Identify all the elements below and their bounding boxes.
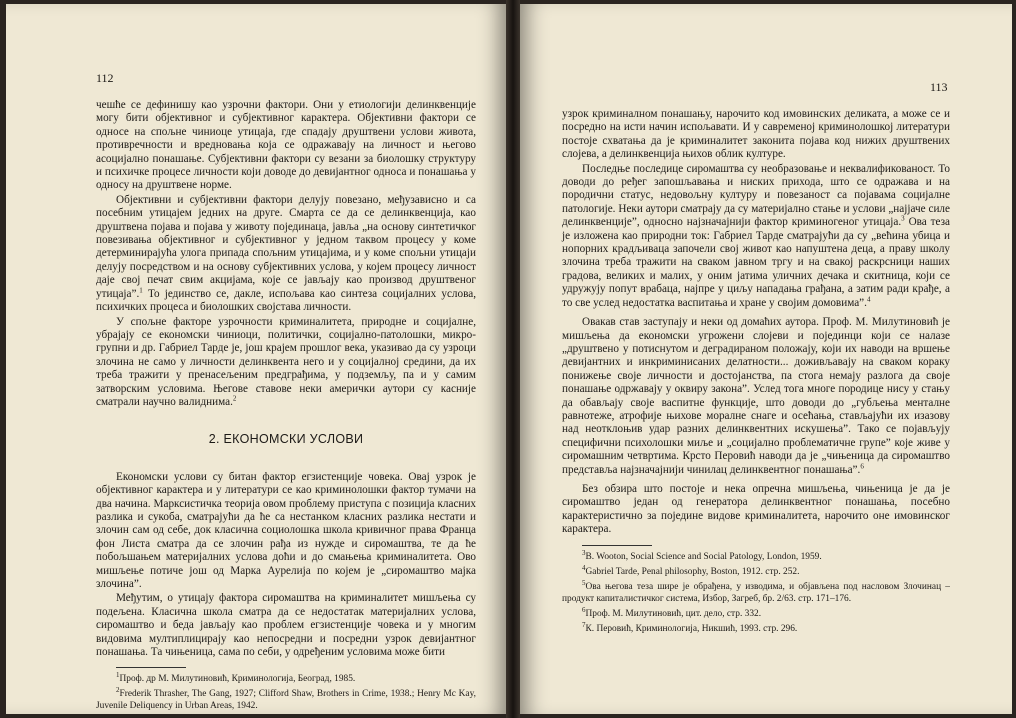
footnote: $^2$Frederik Thrasher, The Gang, 1927; Clifford Shaw, Brothers in Crime, 1938.; Henry Mc Kay, Juvenile Deliquency in Urban Areas, 1942. bbox=[96, 686, 476, 712]
paragraph: Без обзира што постоје и нека опречна мишљења, чињеница је да је сиромаштво један од генератора делинквентног понашања, посебно карактеристично за поједине видове криминалитета, нарочито оне имовинског карактера. bbox=[562, 482, 950, 536]
page-number: 113 bbox=[930, 80, 948, 94]
book-gutter bbox=[506, 0, 520, 718]
footnote-rule bbox=[582, 545, 652, 546]
footnotes bbox=[562, 548, 950, 635]
footnote-rule bbox=[116, 667, 186, 668]
paragraph: У спољне факторе узрочности криминалитета, природне и социјалне, убрајају се економски чиниоци, политички, социјално-патолошки, микро-групни и др. Габриел Тарде је, још крајем прошлог века, указивао да су узроци злочина не само у личности делинквента него и у социјалној средини, да их треба тражити у пренасељеним предграђима, у подземљу, па и у самим затворским условима. Његове ставове неки амерички аутори су касније сматрали научно валиднима.$^2$ bbox=[96, 315, 476, 408]
paragraph: узрок криминалном понашању, нарочито код имовинских деликата, а може се и посредно на исти начин испољавати. И у савременој криминолошкој литератури постоје схватања да је криминалитет законита појава код нижих друштвених слојева, а делинквенција њихов облик културе. bbox=[562, 108, 950, 161]
section-heading: 2. ЕКОНОМСКИ УСЛОВИ bbox=[208, 432, 364, 447]
paragraph: Објективни и субјективни фактори делују повезано, међузависно и са посебним утицајем једних на друге. Смарта се да се делинквенција, као друштвена појава и појава у животу појединаца, јавља „на основу синтетичког повезивања објективног и субјективног у једном таквом процесу у коме детерминирајућа улога припада спољним утицајима, и у коме спољни утицаји делују посредством и на основу субјективних услова, у којем процесу личност даје свој печат свим акцијама, које се јављају као производ друштвеног утицаја”.$^1$ То јединство се, дакле, испољава као синтеза социјалних услова, психичких процеса и биолошких својстава личности. bbox=[96, 193, 476, 314]
footnotes bbox=[96, 673, 476, 712]
footnote: $^4$Gabriel Tarde, Penal philosophy, Boston, 1912. стр. 252. bbox=[582, 563, 800, 577]
paragraph: чешће се дефинишу као узрочни фактори. Они у етиологији делинквенције могу бити објективног и субјективног карактера. Објективни фактори се односе на спољне чиниоце утицаја, где спадају друштвени услови живота, противречности и вредновања која се одражавају на личност и његово асоцијално понашање. Субјективни фактори су везани за биолошку структуру и психичке процесе личности који доводе до девијантног односа и понашања у односу на друштвене норме. bbox=[96, 99, 476, 192]
footnote: $^3$B. Wooton, Social Science and Social Patology, London, 1959. bbox=[582, 548, 822, 562]
left-page bbox=[6, 4, 506, 714]
footnote: $^5$Ова његова теза шире је обрађена, у изводима, и објављена под насловом Злочинац – продукт капиталистичког система, Избор, Загреб, бр. 2/63. стр. 171–176. bbox=[562, 578, 950, 604]
footnote: $^1$Проф. др М. Милутиновић, Криминологија, Београд, 1985. bbox=[116, 671, 356, 685]
paragraph: Економски услови су битан фактор егзистенције човека. Овај узрок је објективног карактера и у литератури се као криминолошки фактор тумачи на два начина. Марксистичка теорија овом проблему приступа с позиција класних разлика и сукоба, сматрајући да ће са нестанком класних разлика нестати и злочин сам од себе, док класична социолошка школа кривичног права Франца фон Листа сматра да се злочин рађа из нужде и сиромаштва, те да ће побољшањем материјалних услова доћи и до смањења криминалитета. Ово мишљење потиче још од Марка Аурелија по којем је „сиромаштво мајка злочина”. bbox=[96, 470, 476, 590]
footnote: $^7$К. Перовић, Криминологија, Никшић, 1993. стр. 296. bbox=[582, 620, 798, 634]
left-page-text bbox=[96, 99, 476, 714]
paragraph: Овакав став заступају и неки од домаћих аутора. Проф. М. Милутиновић је мишљења да економски угрожени слојеви и појединци који се налазе „друштвено у потиснутом и деградираном положају, који их наводи на вршење девијантних и инкриминисаних делатности... доживљавају на сваком кораку понижење своје личности и достојанства, па стога немају разлога да своје понашање одржавају у оквиру закона”. Услед тога многе породице нису у стању да обављају своје васпитне функције, што доводи до „губљења менталне равнотеже, атрофије њихове моралне снаге и осећања, стављајући их изазову над неотклоњив удар разних делинквентних искушења”. Тако се појављују специфични психолошки миље и „социјално проблематичне групе” које живе у сиромашним четвртима. Крсто Перовић наводи да је „чињеница да сиромаштво представља најзначајнији чинилац делинквентног понашања”.$^6$ bbox=[562, 316, 950, 476]
right-page-text bbox=[562, 108, 950, 638]
page-number: 112 bbox=[96, 71, 114, 85]
right-page bbox=[520, 4, 1012, 714]
paragraph: Последње последице сиромаштва су необразовање и неквалификованост. То доводи до ређег запошљавања и ниских прихода, што се одражава и на породични статус, недовољну културу и повезаност са појавама социјалне патологије. Неки аутори сматрају да су материјално стање и услови „најјаче силе делинквенције”, односно најзначајнији фактор криминогеног утицаја.$^3$ Ова теза је изложена као природни ток: Габриел Тарде сматрајући да су „већина убица и нопорних крадљиваца започели свој живот као напуштена деца, а праву школу злочина треба тражити на сваком јавном тргу и на свакој раскрсници наших градова, великих и малих, у оним јатима уличних дечака и скитница, који се удружују попут врабаца, најпре у циљу нападања грађана, а затим ради крађе, а то све услед недостатка васпитања и хране у својим домовима”.$^4$ bbox=[562, 162, 951, 309]
footnote: $^6$Проф. М. Милутиновић, цит. дело, стр. 332. bbox=[582, 605, 762, 619]
paragraph: Међутим, о утицају фактора сиромаштва на криминалитет мишљења су подељена. Класична школа сматра да се недостатак материјалних услова, сиромаштво и беда јављају као проблем егзистенције човека и у многим видовима мултиплицирају као непосредни и посредни узрок девијантног понашања. Та чињеница, сама по себи, у одређеним условима може бити bbox=[96, 592, 476, 659]
